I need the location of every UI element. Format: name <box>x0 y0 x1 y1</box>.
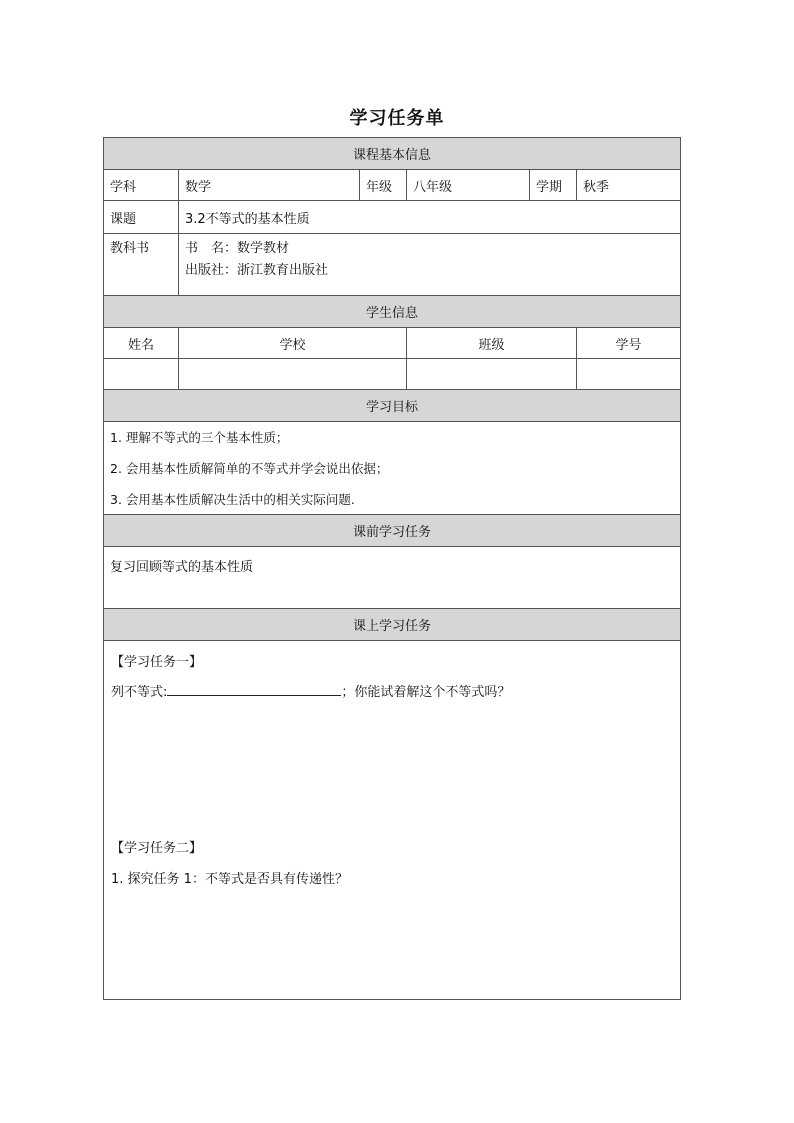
subject-value: 数学 <box>179 170 360 201</box>
task1-question <box>111 681 510 700</box>
goal-item-1: 1. 理解不等式的三个基本性质； <box>104 422 681 453</box>
task2-item-1: 1. 探究任务 1：不等式是否具有传递性？ <box>111 872 348 887</box>
student-col-id: 学号 <box>577 328 681 359</box>
goal-item-3: 3. 会用基本性质解决生活中的相关实际问题. <box>104 484 681 515</box>
student-col-name: 姓名 <box>104 328 179 359</box>
student-class-cell[interactable] <box>407 359 577 390</box>
topic-value: 3.2不等式的基本性质 <box>179 201 681 234</box>
task1-prefix: 列不等式: <box>111 685 168 700</box>
subject-label: 学科 <box>104 170 179 201</box>
course-info-header: 课程基本信息 <box>104 138 681 170</box>
pre-class-content: 复习回顾等式的基本性质 <box>104 547 681 609</box>
student-info-header: 学生信息 <box>104 296 681 328</box>
student-id-cell[interactable] <box>577 359 681 390</box>
in-class-header: 课上学习任务 <box>104 609 681 641</box>
student-school-cell[interactable] <box>179 359 407 390</box>
task1-title: 【学习任务一】 <box>111 655 203 670</box>
book-name-line: 书 名：数学教材 <box>185 241 290 256</box>
in-class-content <box>104 641 681 1000</box>
goals-header: 学习目标 <box>104 390 681 422</box>
student-col-school: 学校 <box>179 328 407 359</box>
task1-suffix: ；你能试着解这个不等式吗？ <box>341 685 511 700</box>
grade-label: 年级 <box>360 170 407 201</box>
student-name-cell[interactable] <box>104 359 179 390</box>
grade-value: 八年级 <box>407 170 530 201</box>
publisher-line: 出版社：浙江教育出版社 <box>185 263 329 278</box>
pre-class-header: 课前学习任务 <box>104 515 681 547</box>
page-title: 学习任务单 <box>349 108 445 129</box>
term-value: 秋季 <box>577 170 681 201</box>
term-label: 学期 <box>530 170 577 201</box>
textbook-label: 教科书 <box>104 234 179 296</box>
topic-label: 课题 <box>104 201 179 234</box>
goal-item-2: 2. 会用基本性质解简单的不等式并学会说出依据； <box>104 453 681 484</box>
task-sheet-table <box>103 137 681 1000</box>
student-col-class: 班级 <box>407 328 577 359</box>
task2-title: 【学习任务二】 <box>111 841 203 856</box>
textbook-info <box>179 234 681 296</box>
task1-answer-blank[interactable] <box>167 682 341 696</box>
